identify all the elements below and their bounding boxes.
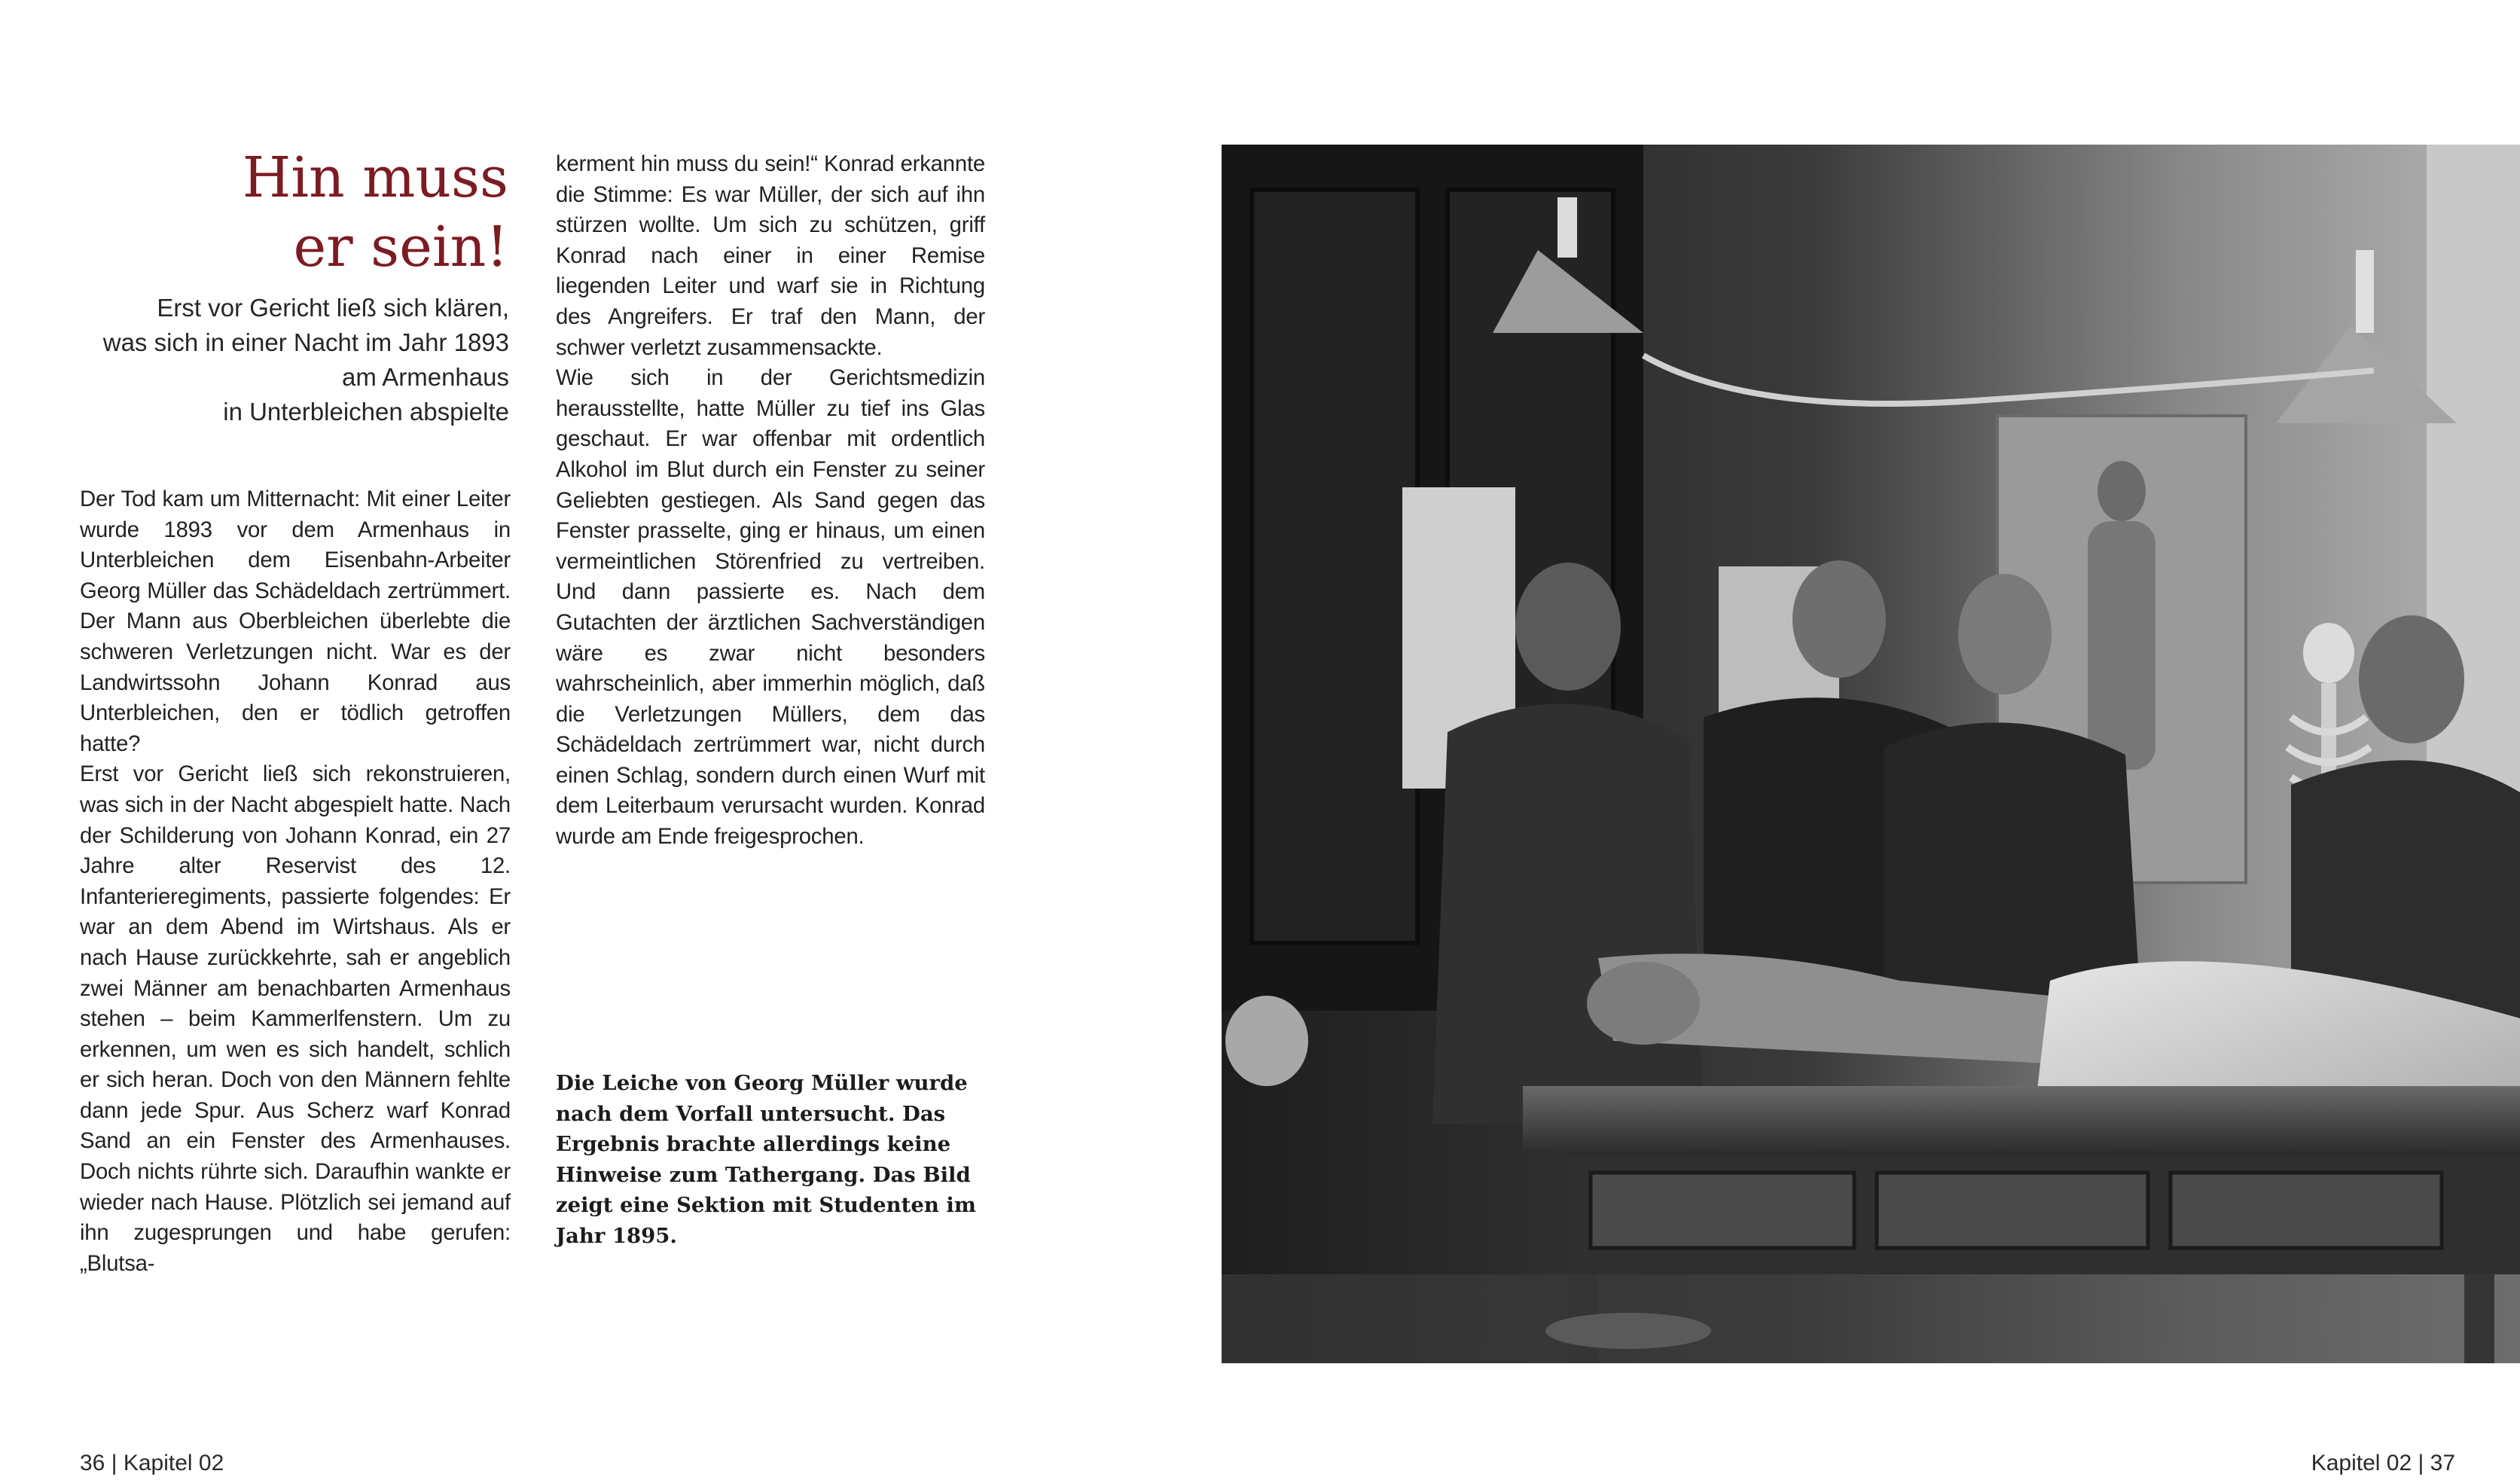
left-page [0,0,1205,1483]
title-line-2: er sein! [293,215,508,279]
autopsy-photo-illustration [1222,145,2520,1363]
page-number-right: Kapitel 02 | 37 [2311,1451,2455,1475]
text-column-2 [556,149,985,853]
paragraph: Der Tod kam um Mitternacht: Mit einer Leiter wurde 1893 vor dem Armenhaus in Unterbleichen dem Eisenbahn-Arbeiter Georg Müller das Schädeldach zertrümmert. Der Mann aus Oberbleichen überlebte die schweren Verletzungen nicht. War es der Landwirtssohn Johann Konrad aus Unterbleichen, den er tödlich getroffen hatte? [80,487,511,756]
article-title [45,143,508,282]
paragraph: Erst vor Gericht ließ sich rekonstruieren, was sich in der Nacht abgespielt hatte. Nach der Schilderung von Johann Konrad, ein 27 Jahre alter Reservist des 12. Infanterieregiments, passierte folgendes: Er war an dem Abend im Wirtshaus. Als er nach Hause zurückkehrte, sah er angeblich zwei Männer am benachbarten Armenhaus stehen – beim Kammerlfenstern. Um zu erkennen, um wen es sich handelt, schlich er sich heran. Doch von den Männern fehlte dann jede Spur. Aus Scherz warf Konrad Sand an ein Fenster des Armenhauses. Doch nichts rührte sich. Daraufhin wankte er wieder nach Hause. Plötzlich sei jemand auf ihn zugesprungen und habe gerufen: „Blutsa- [80,761,511,1276]
subtitle-line-1: Erst vor Gericht ließ sich klären, [157,294,509,322]
article-subtitle [45,291,509,429]
page-number-left: 36 | Kapitel 02 [80,1451,224,1475]
subtitle-line-2: was sich in einer Nacht im Jahr 1893 [102,328,509,356]
subtitle-line-3: am Armenhaus [342,363,509,391]
right-page [1205,0,2520,1483]
text-column-1 [80,484,511,1279]
title-line-1: Hin muss [242,145,508,210]
paragraph: kerment hin muss du sein!“ Konrad erkannte die Stimme: Es war Müller, der sich auf ihn stürzen wollte. Um sich zu schützen, griff Konrad nach einer in einer Remise liegenden Leiter und warf sie in Richtung des Angreifers. Er traf den Mann, der schwer verletzt zusammensackte. [556,151,985,360]
subtitle-line-4: in Unterbleichen abspielte [223,398,509,426]
photo-caption: Die Leiche von Georg Müller wurde nach dem Vorfall untersucht. Das Ergebnis brachte allerdings keine Hinweise zum Tathergang. Das Bild zeigt eine Sektion mit Studenten im Jahr 1895. [556,1071,976,1248]
historic-photo [1222,145,2520,1363]
paragraph: Wie sich in der Gerichtsmedizin herausstellte, hatte Müller zu tief ins Glas geschaut. Er war offenbar mit ordentlich Alkohol im Blut durch ein Fenster zu seiner Geliebten gestiegen. Als Sand gegen das Fenster prasselte, ging er hinaus, um einen vermeintlichen Störenfried zu vertreiben. Und dann passierte es. Nach dem Gutachten der ärztlichen Sachverständigen wäre es zwar nicht besonders wahrscheinlich, aber immerhin möglich, daß die Verletzungen Müllers, dem das Schädeldach zertrümmert war, nicht durch einen Schlag, sondern durch einen Wurf mit dem Leiterbaum verursacht wurden. Konrad wurde am Ende freigesprochen. [556,365,985,850]
